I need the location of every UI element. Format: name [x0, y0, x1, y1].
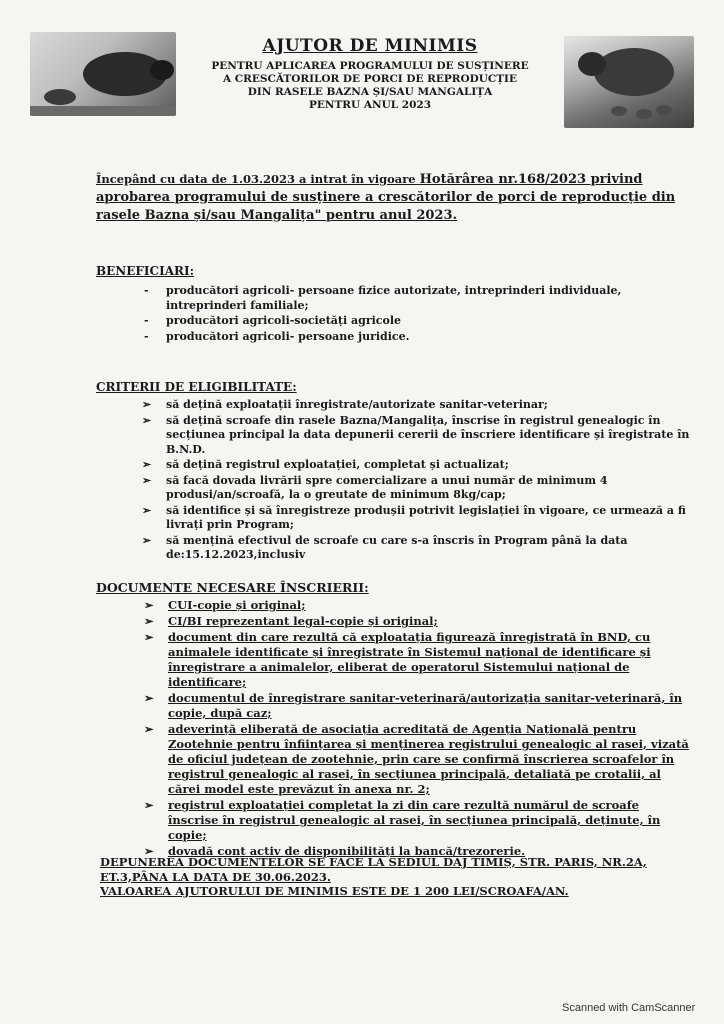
section-title-beneficiari: BENEFICIARI:	[96, 264, 195, 278]
list-item: ➢ să identifice și să înregistreze produșii potrivit legislației în vigoare, ce urmează a fi livrați prin Program;	[142, 503, 686, 531]
arrow-bullet-icon: ➢	[144, 598, 154, 612]
section-title-criterii: CRITERII DE ELIGIBILITATE:	[96, 380, 297, 394]
document-header	[190, 36, 550, 112]
list-item: ➢ CI/BI reprezentant legal-copie și original;	[144, 614, 438, 628]
document-title: AJUTOR DE MINIMIS	[262, 36, 478, 56]
section-title-documente: DOCUMENTE NECESARE ÎNSCRIERII:	[96, 580, 369, 595]
dash-bullet-icon: -	[144, 284, 149, 297]
intro-paragraph	[96, 170, 686, 225]
arrow-bullet-icon: ➢	[144, 630, 154, 644]
arrow-bullet-icon: ➢	[144, 798, 154, 812]
arrow-bullet-icon: ➢	[142, 473, 152, 487]
arrow-bullet-icon: ➢	[142, 398, 152, 411]
dash-bullet-icon: -	[144, 329, 149, 343]
documente-list	[144, 598, 690, 860]
list-item: - producători agricoli- persoane juridice.	[144, 329, 410, 343]
list-item: ➢ document din care rezultă că exploatația figurează înregistrată în BND, cu animalele identificate și înregistrate în Sistemul național de identificare și înregistrare a animalelor, eliberat de operatorul Sistemului național de identificare;	[144, 630, 651, 689]
list-item: ➢ registrul exploatației completat la zi din care rezultă numărul de scroafe înscrise în registrul genealogic al rasei, în secțiunea principală, deținute, în copie;	[144, 798, 661, 842]
dash-bullet-icon: -	[144, 314, 149, 327]
arrow-bullet-icon: ➢	[142, 533, 152, 547]
list-item: ➢ CUI-copie și original;	[144, 598, 306, 612]
list-item: ➢ documentul de înregistrare sanitar-veterinară/autorizația sanitar-veterinară, în copie, după caz;	[144, 691, 683, 720]
submission-info: DEPUNEREA DOCUMENTELOR SE FACE LA SEDIUL DAJ TIMIȘ, STR. PARIS, NR.2A, ET.3,PÂNA LA DATA DE 30.06.2023.	[100, 855, 647, 884]
list-item: ➢ adeverință eliberată de asociația acreditată de Agenția Națională pentru Zootehnie pentru înființarea și menținerea registrului genealogic al rasei, vizată de oficiul județean de zootehnie, prin care se confirmă înscrierea scroafelor în registrul genealogic al rasei, în secțiunea principală, detaliată pe crotalii, al cărei model este prevăzut în anexa nr. 2;	[144, 722, 689, 796]
list-item: - producători agricoli-societăți agricole	[144, 314, 402, 327]
arrow-bullet-icon: ➢	[144, 691, 154, 705]
arrow-bullet-icon: ➢	[142, 413, 152, 427]
pig-photo-right	[564, 36, 694, 128]
header-line-1: PENTRU APLICAREA PROGRAMULUI DE SUSȚINERE	[211, 60, 529, 72]
arrow-bullet-icon: ➢	[144, 844, 154, 858]
list-item: ➢ dovadă cont activ de disponibilități la bancă/trezorerie.	[144, 844, 526, 858]
header-line-3: DIN RASELE BAZNA ȘI/SAU MANGALIȚA	[247, 86, 493, 98]
aid-value: VALOAREA AJUTORULUI DE MINIMIS ESTE DE 1 200 LEI/SCROAFA/AN.	[100, 884, 569, 898]
beneficiari-list	[142, 284, 690, 345]
header-line-4: PENTRU ANUL 2023	[308, 99, 431, 111]
list-item: ➢ să dețină registrul exploatației, completat și actualizat;	[142, 458, 509, 471]
list-item: ➢ să dețină scroafe din rasele Bazna/Mangalița, înscrise în registrul genealogic în secțiunea principal la data depunerii cererii de înscriere identificare și îregistrate în B.N.D.	[142, 413, 690, 456]
intro-decision: Hotărârea nr.168/2023 privind aprobarea programului de susținere a crescătorilor de porci de reproducție din rasele Bazna și/sau Mangalița" pentru anul 2023.	[96, 172, 676, 223]
list-item: - producători agricoli- persoane fizice autorizate, intreprinderi individuale, intreprinderi familiale;	[144, 284, 622, 312]
arrow-bullet-icon: ➢	[144, 722, 154, 736]
list-item: ➢ să dețină exploatații înregistrate/autorizate sanitar-veterinar;	[142, 398, 548, 411]
footer-notice	[100, 855, 700, 899]
list-item: ➢ să mențină efectivul de scroafe cu care s-a înscris în Program până la data de:15.12.2023,inclusiv	[142, 533, 628, 561]
arrow-bullet-icon: ➢	[144, 614, 154, 628]
intro-date: Începând cu data de 1.03.2023 a intrat în vigoare	[96, 172, 420, 186]
header-line-2: A CRESCĂTORILOR DE PORCI DE REPRODUCȚIE	[223, 73, 517, 85]
pig-photo-left	[30, 32, 176, 116]
list-item: ➢ să facă dovada livrării spre comercializare a unui număr de minimum 4 produsi/an/scroafă, la o greutate de minimum 8kg/cap;	[142, 473, 608, 501]
arrow-bullet-icon: ➢	[142, 458, 152, 471]
criterii-list	[142, 398, 690, 564]
camscanner-watermark: Scanned with CamScanner	[562, 1002, 696, 1014]
arrow-bullet-icon: ➢	[142, 503, 152, 517]
